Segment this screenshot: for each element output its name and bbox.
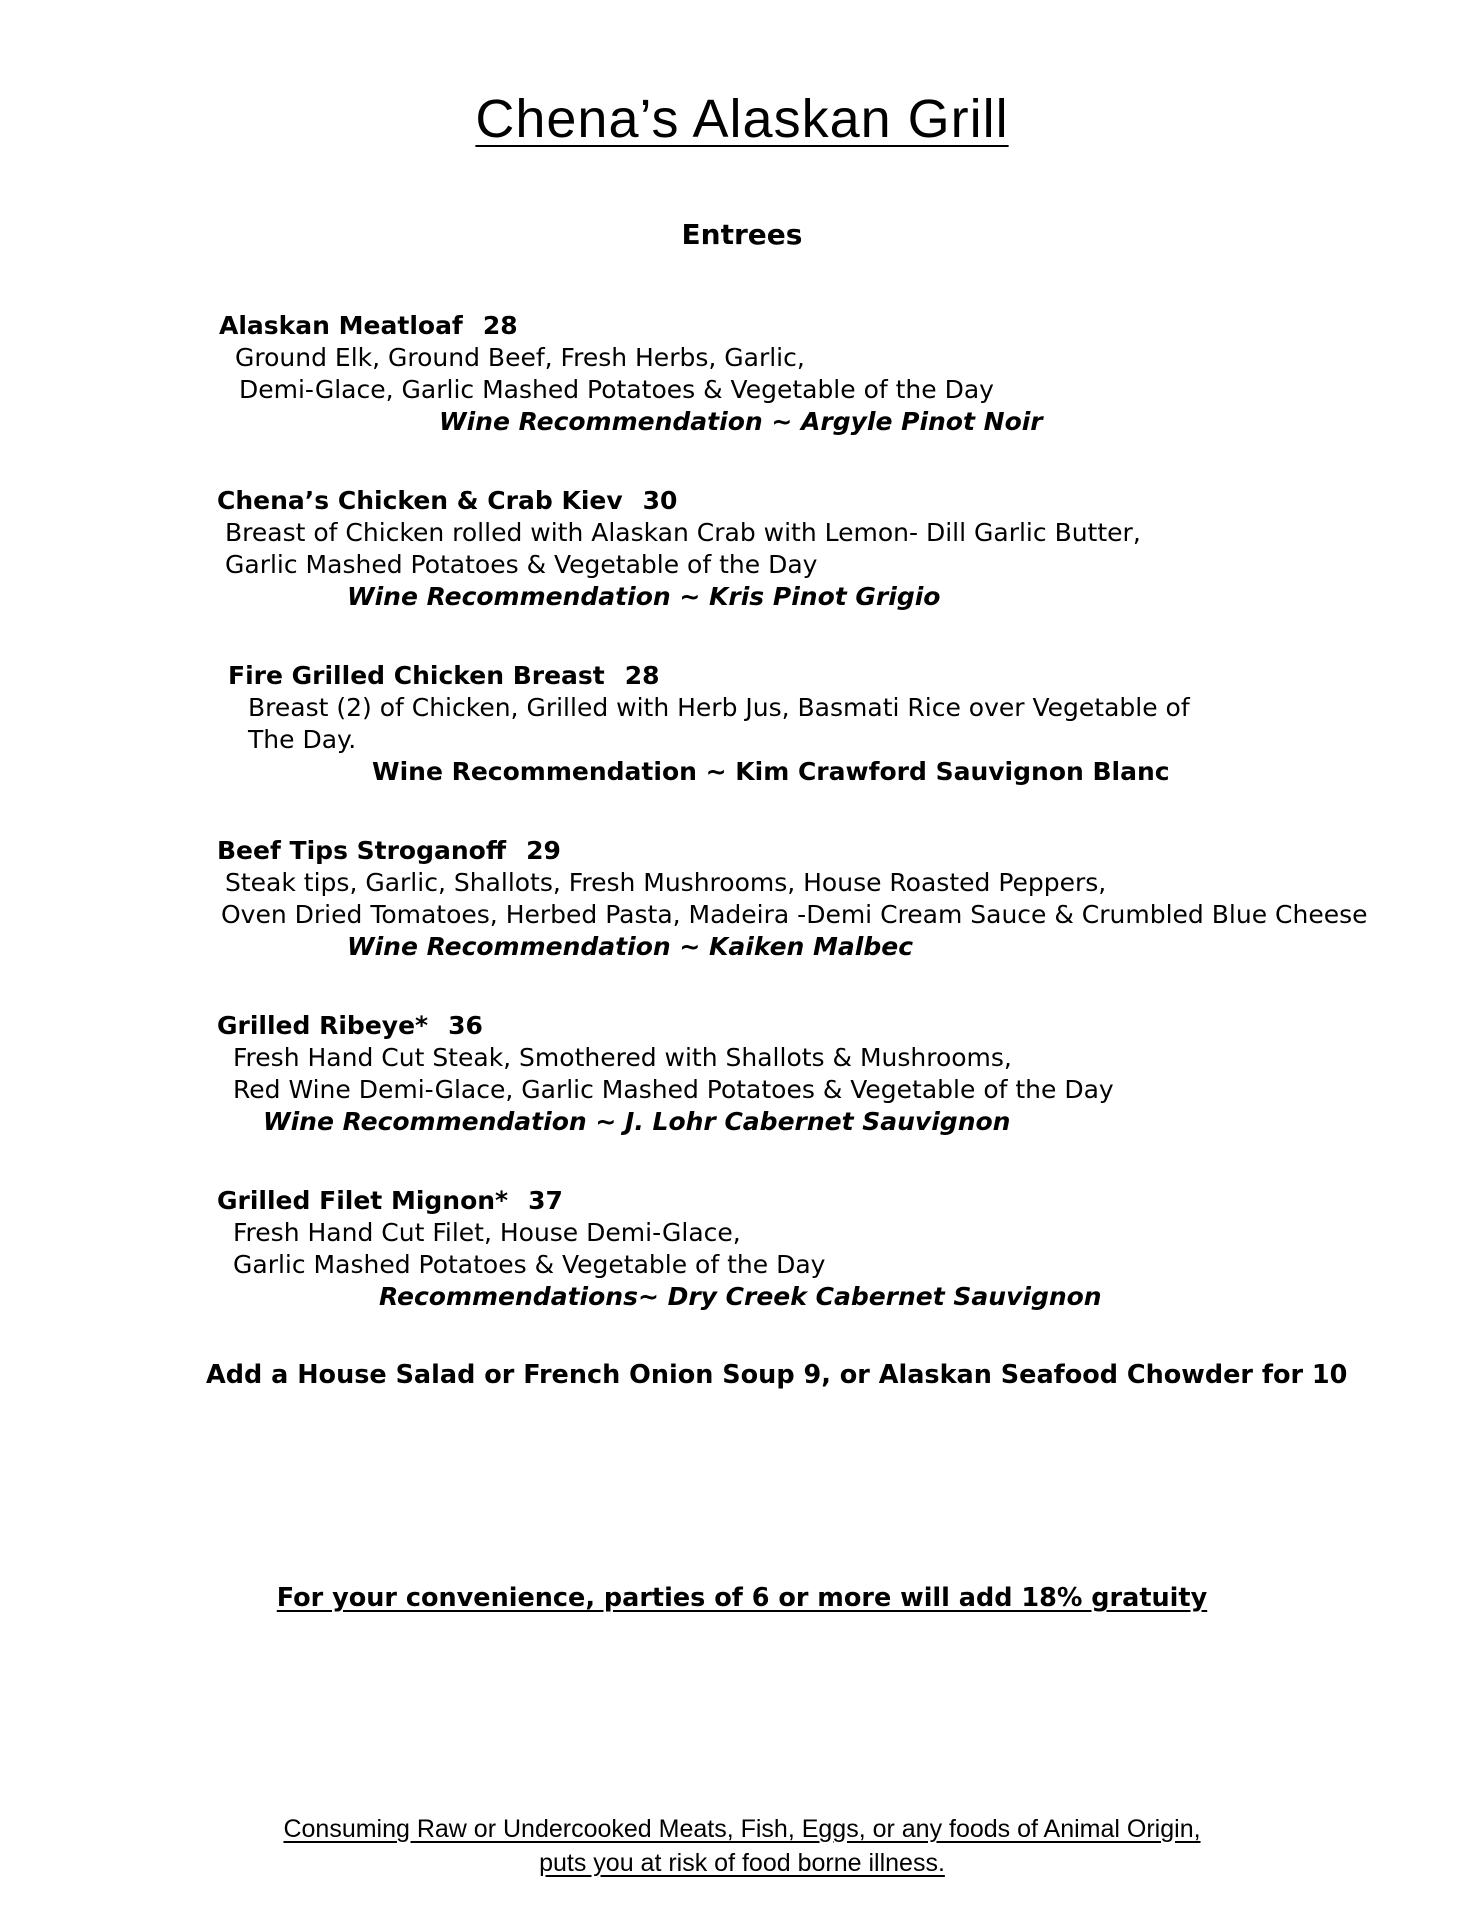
- item-description-line: Garlic Mashed Potatoes & Vegetable of the Day: [225, 550, 818, 579]
- menu-item: [228, 660, 1190, 788]
- item-price: 28: [624, 661, 660, 690]
- item-name: Grilled Ribeye* 36: [217, 1011, 483, 1040]
- item-description-line: Oven Dried Tomatoes, Herbed Pasta, Madeira -Demi Cream Sauce & Crumbled Blue Cheese: [221, 900, 1368, 929]
- item-description-line: The Day.: [248, 725, 357, 754]
- item-description-line: Ground Elk, Ground Beef, Fresh Herbs, Garlic,: [235, 343, 805, 372]
- item-description-line: Breast (2) of Chicken, Grilled with Herb Jus, Basmati Rice over Vegetable of: [248, 693, 1190, 722]
- wine-recommendation: Wine Recommendation ~ J. Lohr Cabernet Sauvignon: [263, 1107, 1011, 1136]
- item-name: Chena’s Chicken & Crab Kiev 30: [217, 486, 678, 515]
- item-description-line: Fresh Hand Cut Steak, Smothered with Shallots & Mushrooms,: [233, 1043, 1012, 1072]
- item-description-line: Red Wine Demi-Glace, Garlic Mashed Potatoes & Vegetable of the Day: [233, 1075, 1114, 1104]
- item-description-line: Fresh Hand Cut Filet, House Demi-Glace,: [233, 1218, 741, 1247]
- addon-note: Add a House Salad or French Onion Soup 9, or Alaskan Seafood Chowder for 10: [206, 1360, 1348, 1390]
- wine-recommendation: Wine Recommendation ~ Kris Pinot Grigio: [347, 582, 941, 611]
- item-price: 28: [482, 311, 518, 340]
- menu-item: [217, 1010, 1114, 1138]
- menu-item: [217, 835, 1367, 963]
- warning-line: Consuming Raw or Undercooked Meats, Fish, Eggs, or any foods of Animal Origin,: [283, 1815, 1201, 1843]
- menu-item: [217, 1185, 1102, 1313]
- section-heading: Entrees: [681, 218, 803, 251]
- food-safety-warning: [0, 1812, 1484, 1880]
- wine-recommendation: Recommendations~ Dry Creek Cabernet Sauvignon: [379, 1282, 1102, 1311]
- item-description-line: Breast of Chicken rolled with Alaskan Crab with Lemon- Dill Garlic Butter,: [225, 518, 1141, 547]
- menu-item: [217, 485, 1141, 613]
- item-price: 30: [642, 486, 678, 515]
- item-name: Alaskan Meatloaf 28: [219, 311, 518, 340]
- item-price: 36: [448, 1011, 483, 1040]
- item-name: Fire Grilled Chicken Breast 28: [228, 661, 660, 690]
- item-description-line: Steak tips, Garlic, Shallots, Fresh Mushrooms, House Roasted Peppers,: [225, 868, 1107, 897]
- item-name: Grilled Filet Mignon* 37: [217, 1186, 563, 1215]
- item-name: Beef Tips Stroganoff 29: [217, 836, 561, 865]
- wine-recommendation: Wine Recommendation ~ Kaiken Malbec: [347, 932, 914, 961]
- menu-item: [219, 310, 1043, 438]
- gratuity-note: For your convenience, parties of 6 or more will add 18% gratuity: [276, 1583, 1208, 1613]
- wine-recommendation: Wine Recommendation ~ Argyle Pinot Noir: [439, 407, 1043, 436]
- item-description-line: Garlic Mashed Potatoes & Vegetable of the Day: [233, 1250, 826, 1279]
- restaurant-title: Chena’s Alaskan Grill: [475, 89, 1009, 149]
- item-description-line: Demi-Glace, Garlic Mashed Potatoes & Vegetable of the Day: [239, 375, 994, 404]
- item-price: 29: [526, 836, 561, 865]
- item-price: 37: [528, 1186, 563, 1215]
- wine-recommendation: Wine Recommendation ~ Kim Crawford Sauvignon Blanc: [372, 757, 1170, 786]
- warning-line: puts you at risk of food borne illness.: [539, 1849, 945, 1877]
